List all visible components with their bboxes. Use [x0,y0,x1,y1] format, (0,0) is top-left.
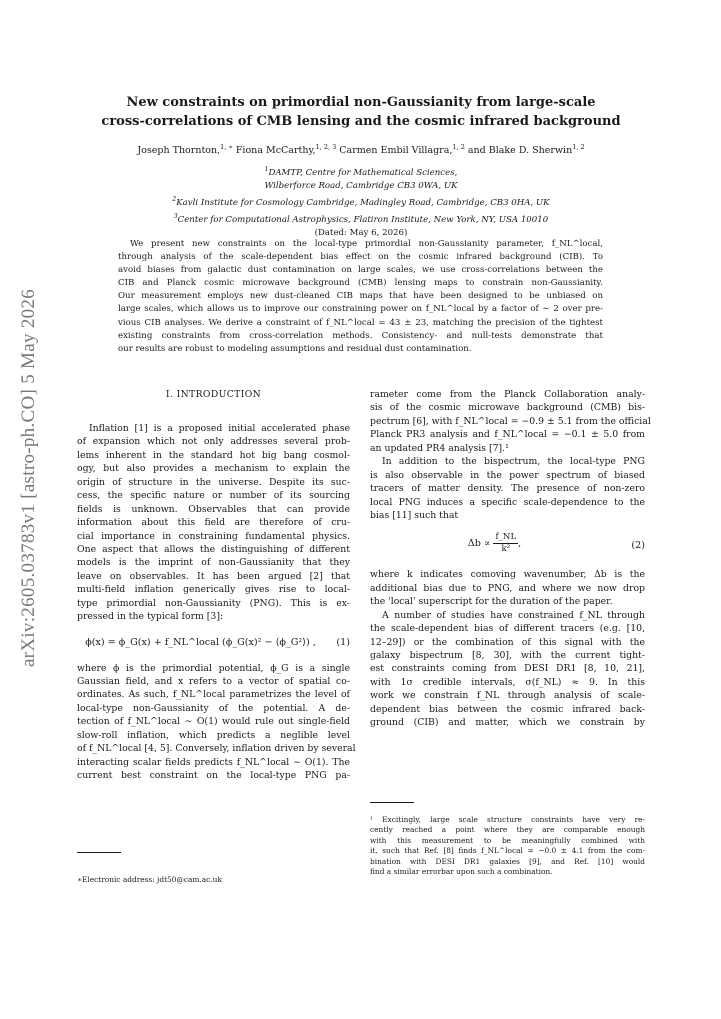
section-heading-introduction: I. INTRODUCTION [165,389,262,400]
footnote-line: ¹ Excitingly, large scale structure constraints have very re- [370,815,645,824]
text-line: fields is unknown. Observables that can provide [77,503,350,515]
abstract-line: our results are robust to modeling assumptions and residual dust contamination. [118,343,472,354]
footnote-1 [370,815,645,877]
text-line: information about this field are therefore of cru- [77,517,350,529]
abstract-line: avoid biases from galactic dust contamination on large scales, we use cross-correlations between the [118,265,603,276]
text-line: Inflation [1] is a proposed initial accelerated phase [89,423,350,434]
text-line: of f_NL^local [4, 5]. Conversely, inflation driven by several [77,743,356,755]
text-line: where ϕ is the primordial potential, ϕ_G is a single [77,662,350,674]
footnote-line: find a similar errorbar upon such a combination. [370,866,553,876]
footnote-line: bination with DESI DR1 galaxies [9], and Ref. [10] would [370,856,645,866]
text-line: cess, the specific nature or number of its sourcing [77,490,350,502]
abstract-line: CIB and Planck cosmic microwave background (CMB) lensing maps to constrain non-Gaussianity. [118,278,603,289]
equation-2 [370,528,645,562]
abstract-line: We present new constraints on the local-type primordial non-Gaussianity parameter, f_NL^local, [130,239,603,249]
text-line: is also observable in the power spectrum of biased [370,469,645,481]
affiliation-1 [80,163,642,180]
text-line: galaxy bispectrum [8, 30], with the current tight- [370,650,645,661]
intro-paragraph-2 [77,662,356,783]
text-line: the scale-dependent bias of different tracers (e.g. [10, [370,623,645,635]
affiliation-3-text: Center for Computational Astrophysics, Flatiron Institute, New York, NY, USA 10010 [177,214,549,225]
text-line: work we constrain f_NL through analysis of scale- [370,690,645,702]
text-line: sis of the cosmic microwave background (CMB) bis- [370,402,645,414]
affiliation-2 [80,193,642,210]
text-line: the 'local' superscript for the duration of the paper. [370,596,613,608]
abstract-line: vious CIB analyses. We derive a constraint of f_NL^local = 43 ± 23, matching the precision of the tightest [118,317,603,328]
abstract-line: large scales, which allows us to improve our constraining power on f_NL^local by a factor of ∼ 2 over pre- [118,304,603,315]
equation-2-number: (2) [631,540,645,552]
text-line: ogy, but also provides a mechanism to explain the [77,463,350,475]
text-line: additional bias due to PNG, and where we now drop [370,582,645,594]
abstract [118,238,603,356]
abstract-line: through analysis of the scale-dependent bias effect on the cosmic infrared background (CIB). To [118,252,603,263]
footnote-rule-left [77,852,121,853]
text-line: cial importance in constraining fundamental physics. [77,530,350,542]
equation-2-comma: , [518,538,522,550]
equation-1 [77,630,350,656]
arxiv-id-text: arXiv:2605.03783v1 [astro-ph.CO] 5 May 2026 [18,288,39,668]
text-line: models is the imprint of non-Gaussianity that they [77,557,350,569]
author-3-affil: 1, 2 [452,143,465,151]
paper-title [90,93,632,131]
text-line: lems inherent in the standard hot big bang cosmol- [77,449,350,461]
equation-1-number: (1) [336,636,350,648]
text-line: A number of studies have constrained f_NL through [382,609,645,621]
footnote-email: ∗Electronic address: jdt50@cam.ac.uk [77,875,222,884]
abstract-line: existing constraints from cross-correlation methods. Consistency- and null-tests demonstrate that [118,330,603,341]
text-line: tection of f_NL^local ∼ O(1) would rule out single-field [77,716,350,728]
text-line: bias [11] such that [370,509,459,521]
intro-paragraph-6 [370,609,645,730]
text-line: ordinates. As such, f_NL^local parametrizes the level of [77,689,350,701]
equation-2-lhs: Δb ∝ [467,538,491,550]
text-line: where k indicates comoving wavenumber, Δb is the [370,569,645,581]
text-line: local PNG induces a specific scale-dependence to the [370,496,645,508]
affiliation-2-mark: 2 [172,195,177,203]
text-line: ground (CIB) and matter, which we constrain by [370,717,645,729]
right-column [370,388,651,730]
abstract-line: Our measurement employs new dust-cleaned CIB maps that have been designed to be unbiased on [118,291,603,302]
author-2: Fiona McCarthy, [232,145,316,157]
arxiv-identifier-stamp [18,268,42,688]
equation-2-fraction [493,532,518,555]
equation-1-body: ϕ(x) = ϕ_G(x) + f_NL^local (ϕ_G(x)² − ⟨ϕ_G²⟩) , [85,636,316,648]
text-line: of expansion which not only addresses several prob- [77,436,350,448]
text-line: leave on observables. It has been argued [2] that [77,570,350,582]
author-1-affil: 1, ∗ [220,143,233,151]
footnote-line: with this measurement to be meaningfully combined with [370,835,645,845]
text-line: an updated PR4 analysis [7].¹ [370,442,509,454]
affiliations [80,163,642,240]
footnote-line: it, such that Ref. [8] finds f_NL^local = −0.0 ± 4.1 from the com- [370,846,645,856]
text-line: type primordial non-Gaussianity (PNG). This is ex- [77,597,350,609]
text-line: interacting scalar fields predicts f_NL^local ∼ O(1). The [77,756,350,768]
footnote-rule-right [370,802,414,803]
text-line: tracers of matter density. The presence of non-zero [370,483,645,495]
author-list [80,143,642,156]
text-line: rameter come from the Planck Collaboration analy- [370,389,645,400]
footnote-line: cently reached a point where they are comparable enough [370,825,645,835]
affiliation-2-text: Kavli Institute for Cosmology Cambridge, Madingley Road, Cambridge, CB3 0HA, UK [176,197,550,208]
text-line: Planck PR3 analysis and f_NL^local = −0.1 ± 5.0 from [370,429,645,441]
author-2-affil: 1, 2, 3 [315,143,337,151]
author-4: and Blake D. Sherwin [464,145,573,157]
title-line-1: New constraints on primordial non-Gaussianity from large-scale [126,95,596,110]
author-1: Joseph Thornton, [137,145,221,157]
intro-paragraph-4 [370,455,645,522]
text-line: local-type non-Gaussianity of the potential. A de- [77,702,350,714]
left-column [77,388,356,783]
title-line-2: cross-correlations of CMB lensing and the cosmic infrared background [101,114,621,129]
text-line: Gaussian field, and x refers to a vector of spatial co- [77,676,350,687]
equation-2-body [370,532,619,555]
text-line: dependent bias between the cosmic infrared back- [370,703,645,715]
text-line: with 1σ credible intervals, σ(f_NL) ≈ 9. In this [370,676,645,688]
text-line: est constraints coming from DESI DR1 [8, 10, 21], [370,663,645,675]
affiliation-3 [80,210,642,227]
affiliation-1-text: DAMTP, Centre for Mathematical Sciences, [268,167,458,178]
equation-2-numerator: f_NL [495,532,517,543]
text-line: current best constraint on the local-type PNG pa- [77,770,350,782]
text-line: In addition to the bispectrum, the local-type PNG [382,456,645,468]
affiliation-3-mark: 3 [173,212,178,220]
affiliation-1-address: Wilberforce Road, Cambridge CB3 0WA, UK [264,180,458,191]
text-line: pressed in the typical form [3]: [77,611,224,623]
intro-paragraph-1 [77,422,350,624]
text-line: 12–29]) or the combination of this signal with the [370,636,645,648]
affiliation-1-mark: 1 [264,166,269,173]
equation-2-denominator: k² [501,544,511,555]
text-line: pectrum [6], with f_NL^local = −0.9 ± 5.1 from the official [370,415,651,427]
text-line: slow-roll inflation, which predicts a neglible level [77,729,350,741]
intro-paragraph-5 [370,568,645,608]
date-line: (Dated: May 6, 2026) [314,227,408,238]
text-line: origin of structure in the universe. Despite its suc- [77,476,350,488]
intro-paragraph-3 [370,388,651,455]
text-line: One aspect that allows the distinguishing of different [77,543,350,555]
text-line: multi-field inflation generically gives rise to local- [77,584,350,596]
author-3: Carmen Embil Villagra, [336,145,453,157]
author-4-affil: 1, 2 [572,143,585,151]
